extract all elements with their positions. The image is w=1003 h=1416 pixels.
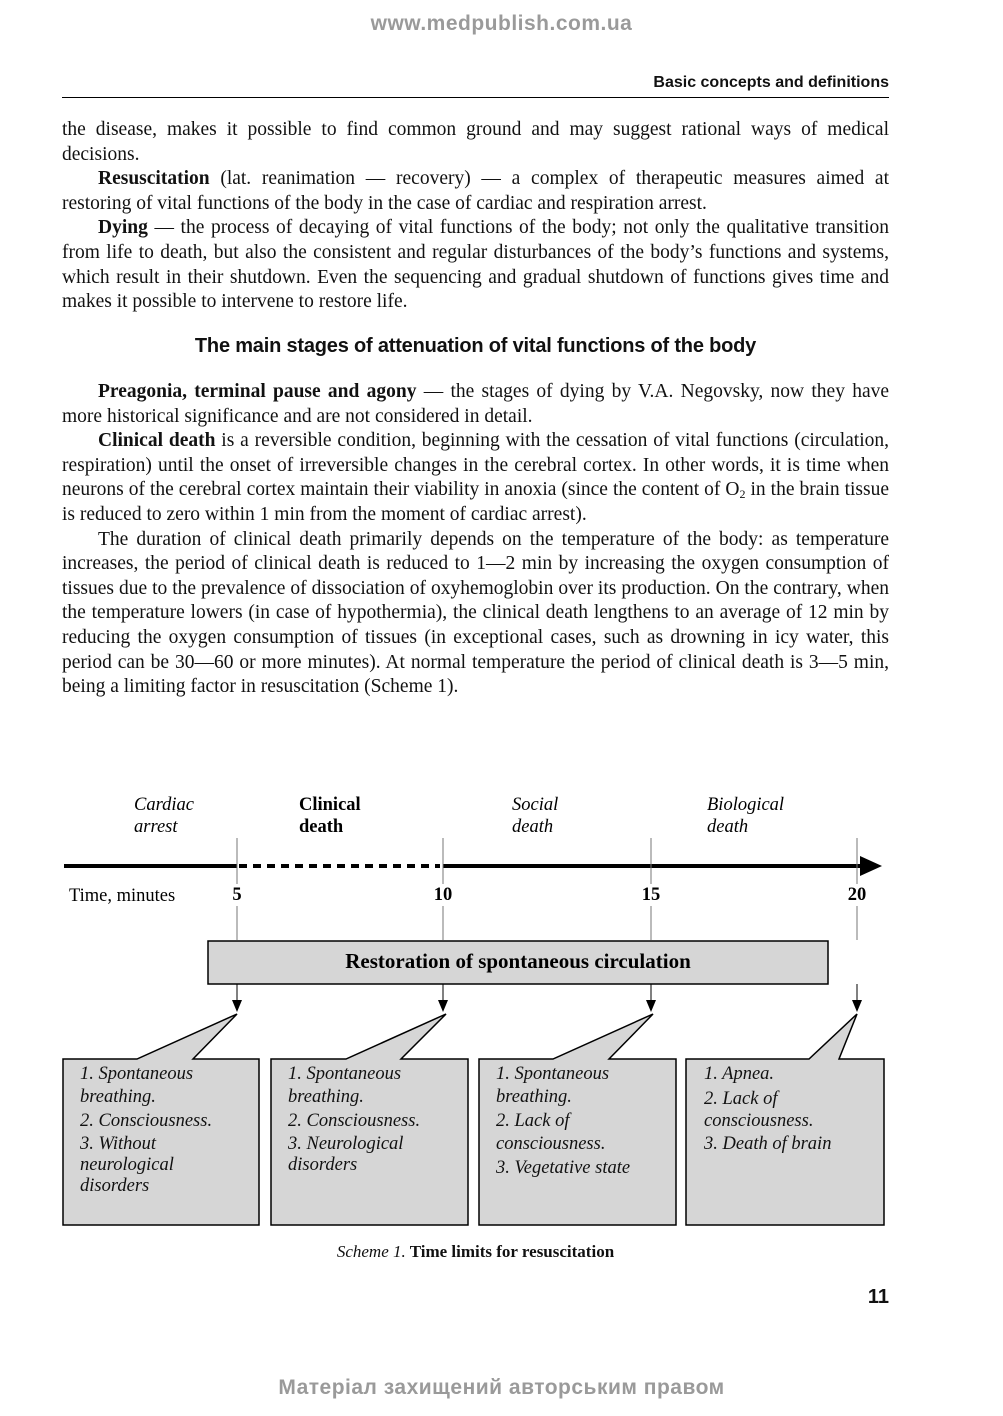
outcome-line: consciousness. (496, 1133, 606, 1154)
outcome-line: consciousness. (704, 1111, 814, 1131)
definition: — the process of decaying of vital functions of the body; not only the qualitative transition from life to death, but also the consistent and regular disturbances of the body’s functions and systems, which result in their shutdown. Even the sequencing and gradual shutdown of functions gives time and makes it possible to intervene to restore life. (62, 217, 889, 313)
paragraph (62, 167, 889, 216)
tick-label: 15 (641, 885, 661, 905)
paragraph (62, 216, 889, 314)
outcome-line: breathing. (496, 1086, 572, 1107)
tick-label: 10 (433, 885, 453, 905)
outcome-line: breathing. (80, 1086, 156, 1107)
arrow-head-icon (860, 856, 882, 876)
subscript: 2 (739, 487, 746, 502)
arrow-down-icon (232, 1000, 242, 1012)
body-text-bottom (62, 380, 889, 700)
outcome-line: breathing. (288, 1086, 364, 1107)
page-number: 11 (867, 1286, 889, 1308)
paragraph: The duration of clinical death primarily depends on the temperature of the body: as temperature increases, the period of clinical death is reduced to 1—2 min by increasing the oxygen consumption of tissues due to the prevalence of dissociation of oxyhemoglobin over its production. On the contrary, when the temperature lowers (in case of hypothermia), the clinical death lengthens to an average of 12 min by reducing the oxygen consumption of tissues (in exceptional cases, such as drowning in icy water, this period can be 30—60 or more minutes). At normal temperature the period of clinical death is 3—5 min, being a limiting factor in resuscitation (Scheme 1). (62, 528, 889, 698)
caption-title: Time limits for resuscitation (405, 1242, 615, 1261)
outcome-line: 3. Neurological (288, 1133, 404, 1154)
running-head: Basic concepts and definitions (653, 74, 889, 91)
outcome-line: 1. Spontaneous (496, 1064, 610, 1084)
stage-label: death (299, 817, 344, 837)
definition: in the brain tissue is reduced to zero within 1 min from the moment of cardiac arrest). (62, 479, 889, 525)
stage-label: death (707, 817, 749, 837)
paragraph: the disease, makes it possible to find common ground and may suggest rational ways of medical decisions. (62, 119, 889, 165)
outcome-line: 1. Spontaneous (80, 1064, 194, 1084)
term: Preagonia, terminal pause and agony (98, 381, 417, 402)
outcome-text (80, 1063, 212, 1197)
stage-label: Biological (707, 795, 785, 815)
definition: is a reversible condition, beginning with the cessation of vital functions (circulation, respiration) until the onset of irreversible changes in the cerebral cortex. In other words, it is time when neurons of the cerebral cortex maintain their viability in anoxia (since the content of O (62, 430, 889, 501)
outcome-line: 3. Without (80, 1133, 157, 1154)
outcome-line: 2. Lack of (704, 1088, 778, 1109)
stage-label: death (512, 817, 554, 837)
stage-label: Cardiac (134, 795, 194, 815)
section-heading: The main stages of attenuation of vital functions of the body (194, 335, 757, 357)
outcome-line: 3. Death of brain (704, 1133, 832, 1154)
axis-label: Time, minutes (69, 886, 176, 906)
body-text-top (62, 118, 889, 315)
term: Resuscitation (98, 168, 210, 190)
stage-label: arrest (134, 817, 178, 837)
outcome-line: 1. Apnea. (704, 1064, 775, 1084)
term: Dying (98, 217, 148, 239)
caption-label: Scheme 1. (336, 1242, 406, 1261)
definition: — the stages of dying by V.A. Negovsky, now they have more historical significance and are not considered in detail. (62, 381, 890, 427)
watermark-top: www.medpublish.com.ua (370, 12, 633, 35)
outcome-line: disorders (80, 1176, 150, 1196)
outcome-text (704, 1063, 831, 1155)
arrow-down-icon (438, 1000, 448, 1012)
restoration-label: Restoration of spontaneous circulation (345, 949, 691, 973)
tick-label: 5 (232, 885, 242, 905)
definition: (lat. reanimation — recovery) — a complex of therapeutic measures aimed at restoring of vital functions of the body in the case of cardiac and respiration arrest. (62, 168, 889, 214)
stage-label: Social (512, 795, 559, 815)
outcome-line: 2. Consciousness. (80, 1111, 213, 1131)
outcome-line: 3. Vegetative state (496, 1158, 631, 1178)
outcome-line: disorders (288, 1155, 358, 1175)
arrow-down-icon (646, 1000, 656, 1012)
tick-label: 20 (847, 885, 867, 905)
outcome-text (496, 1063, 630, 1180)
header-rule (62, 97, 889, 98)
outcome-line: 1. Spontaneous (288, 1064, 402, 1084)
figure-caption (0, 1242, 951, 1262)
stage-label: Clinical (299, 795, 361, 815)
watermark-bottom: Матеріал захищений авторським правом (278, 1376, 725, 1399)
paragraph (62, 380, 889, 429)
outcome-line: 2. Consciousness. (288, 1111, 421, 1131)
outcome-line: 2. Lack of (496, 1111, 570, 1131)
paragraph (62, 429, 889, 527)
term: Clinical death (98, 430, 216, 452)
outcome-text (288, 1063, 420, 1176)
arrow-down-icon (852, 1000, 862, 1012)
outcome-line: neurological (80, 1155, 174, 1175)
